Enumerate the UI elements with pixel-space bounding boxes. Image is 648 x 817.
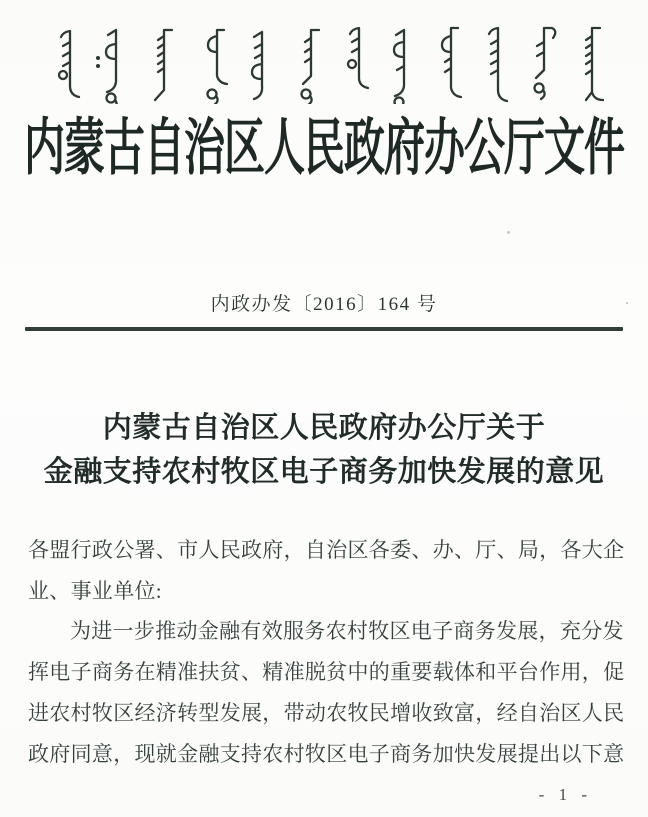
document-title-line1: 内蒙古自治区人民政府办公厅关于 xyxy=(102,412,546,444)
document-body xyxy=(28,530,625,774)
body-line: 为进一步推动金融有效服务农村牧区电子商务发展，充分发 xyxy=(70,619,624,644)
scan-speck xyxy=(626,302,628,304)
body-line: 业、事业单位: xyxy=(28,578,162,603)
letterhead-org-title: 内蒙古自治区人民政府办公厅文件 xyxy=(24,113,624,182)
scan-speck xyxy=(507,231,510,234)
letterhead-rule xyxy=(25,327,623,331)
body-line: 各盟行政公署、市人民政府，自治区各委、办、厅、局，各大企 xyxy=(28,538,625,562)
body-line: 挥电子商务在精准扶贫、精准脱贫中的重要载体和平台作用，促 xyxy=(28,660,625,685)
doc-number: 内政办发〔2016〕164 号 xyxy=(210,294,438,315)
body-line: 进农村牧区经济转型发展，带动农牧民增收致富，经自治区人民 xyxy=(28,700,625,725)
body-line: 政府同意，现就金融支持农村牧区电子商务加快发展提出以下意 xyxy=(28,741,625,766)
document-title xyxy=(0,406,648,494)
mongolian-script-title xyxy=(46,22,614,104)
document-title-line2: 金融支持农村牧区电子商务加快发展的意见 xyxy=(43,456,605,488)
page-number: - 1 - xyxy=(538,785,592,804)
mongolian-script-icon xyxy=(46,22,614,104)
